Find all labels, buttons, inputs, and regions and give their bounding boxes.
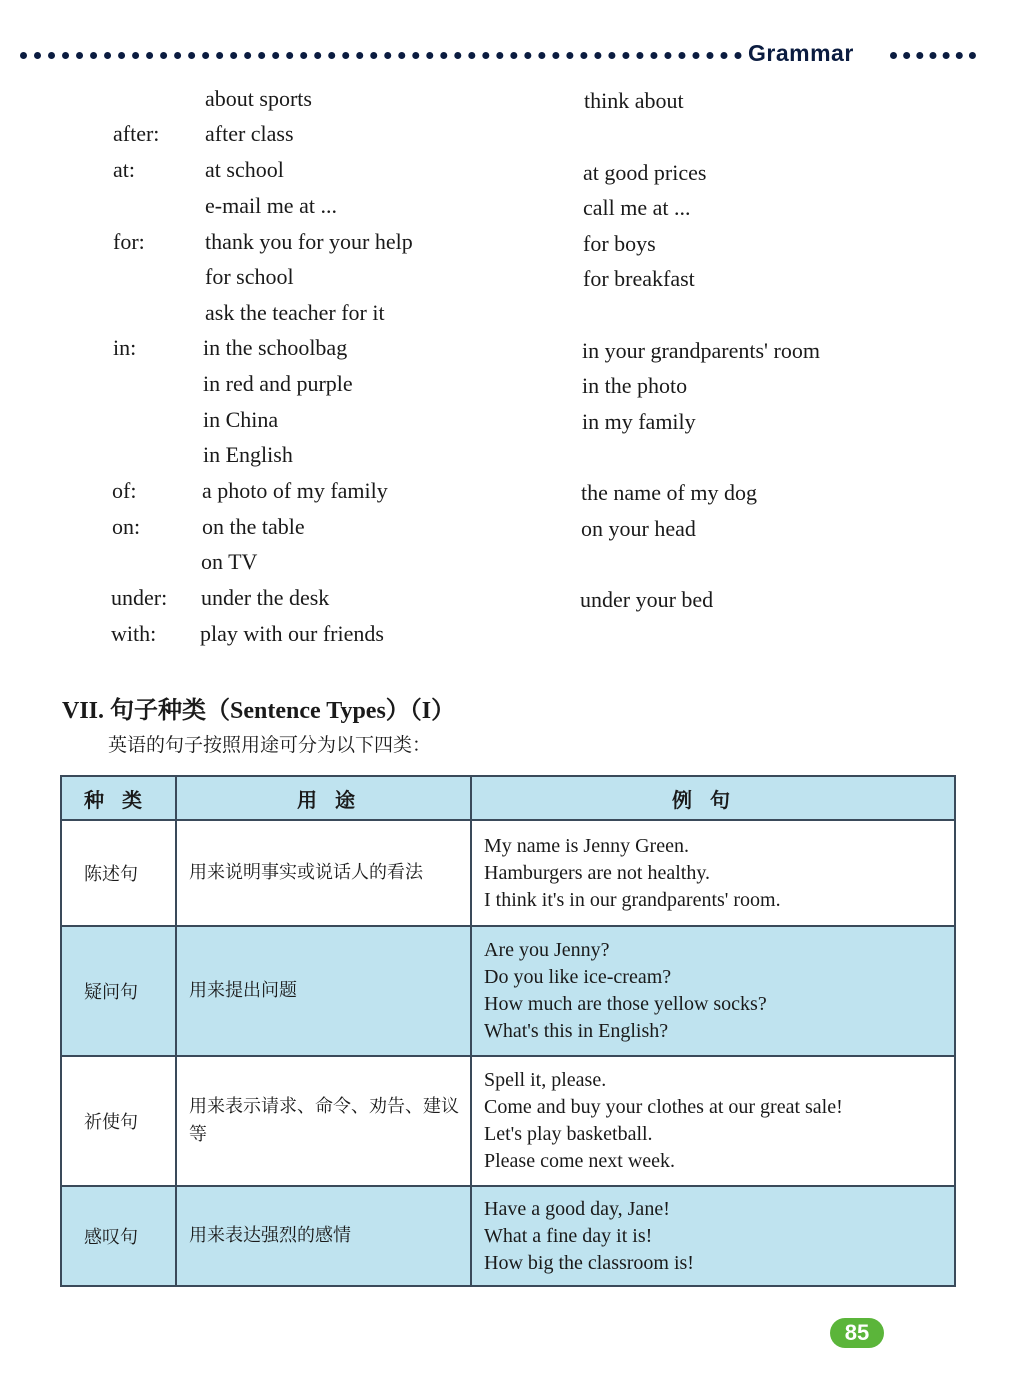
example-sentence: Let's play basketball.: [484, 1123, 653, 1145]
example-sentence: Come and buy your clothes at our great sale!: [484, 1096, 843, 1118]
phrase: in the photo: [582, 373, 688, 398]
sentence-usage: 用来说明事实或说话人的看法: [176, 820, 471, 926]
phrase: e-mail me at ...: [205, 193, 337, 218]
phrase: thank you for your help: [205, 229, 413, 254]
phrase: in the schoolbag: [203, 335, 348, 360]
phrase: for school: [205, 264, 294, 289]
phrase: at school: [205, 157, 284, 182]
table-row: [61, 926, 955, 1056]
sentence-kind: 祈使句: [61, 1056, 176, 1186]
sentence-types-table: [60, 775, 956, 1287]
page-number-badge: 85: [830, 1318, 884, 1348]
section-intro: 英语的句子按照用途可分为以下四类：: [108, 735, 432, 756]
phrase: in your grandparents' room: [582, 338, 820, 363]
phrase: for boys: [583, 231, 656, 256]
phrase: think about: [584, 88, 684, 113]
column-header: 例句: [471, 776, 955, 820]
phrase: the name of my dog: [581, 480, 757, 505]
example-sentence: Have a good day, Jane!: [484, 1197, 670, 1220]
example-sentence: I think it's in our grandparents' room.: [484, 888, 781, 911]
phrase: ask the teacher for it: [205, 300, 385, 325]
example-sentence: How much are those yellow socks?: [484, 993, 767, 1015]
preposition-label: with:: [111, 621, 157, 646]
example-sentences: [471, 926, 955, 1056]
example-sentences: [471, 1186, 955, 1286]
preposition-label: under:: [111, 585, 168, 610]
example-sentence: What a fine day it is!: [484, 1224, 653, 1247]
sentence-usage: 用来表示请求、命令、劝告、建议等: [176, 1056, 471, 1186]
preposition-label: after:: [113, 121, 160, 146]
example-sentence: What's this in English?: [484, 1020, 669, 1042]
example-sentence: Do you like ice-cream?: [484, 966, 672, 988]
example-sentences: [471, 1056, 955, 1186]
phrase: under your bed: [580, 587, 714, 612]
preposition-label: at:: [113, 157, 135, 182]
example-sentences: [471, 820, 955, 926]
sentence-usage: 用来表达强烈的感情: [176, 1186, 471, 1286]
phrase: after class: [205, 121, 294, 146]
phrase: under the desk: [201, 585, 330, 610]
preposition-label: for:: [113, 229, 145, 254]
example-sentence: How big the classroom is!: [484, 1251, 694, 1274]
phrase: on TV: [201, 549, 258, 574]
phrase: play with our friends: [200, 621, 384, 646]
preposition-label: in:: [113, 335, 137, 360]
sentence-kind: 陈述句: [61, 820, 176, 926]
section-title: VII. 句子种类（Sentence Types）（I）: [62, 698, 456, 724]
table-row: [61, 1056, 955, 1186]
phrase: on your head: [581, 516, 696, 541]
sentence-kind: 疑问句: [61, 926, 176, 1056]
phrase: at good prices: [583, 160, 707, 185]
example-sentence: Spell it, please.: [484, 1069, 607, 1091]
example-sentence: Are you Jenny?: [484, 939, 610, 961]
table-row: [61, 820, 955, 926]
sentence-kind: 感叹句: [61, 1186, 176, 1286]
example-sentence: Please come next week.: [484, 1150, 676, 1172]
example-sentence: My name is Jenny Green.: [484, 834, 689, 857]
phrase: on the table: [202, 514, 305, 539]
example-sentence: Hamburgers are not healthy.: [484, 861, 711, 884]
preposition-list: [0, 0, 1024, 680]
phrase: call me at ...: [583, 195, 691, 220]
phrase: in China: [203, 407, 279, 432]
sentence-usage: 用来提出问题: [176, 926, 471, 1056]
table-header-row: [61, 776, 955, 820]
phrase: in red and purple: [203, 371, 353, 396]
table-row: [61, 1186, 955, 1286]
preposition-label: of:: [112, 478, 137, 503]
section-label: Grammar: [748, 40, 854, 66]
column-header: 种类: [61, 776, 176, 820]
phrase: for breakfast: [583, 266, 695, 291]
phrase: a photo of my family: [202, 478, 388, 503]
column-header: 用途: [176, 776, 471, 820]
preposition-label: on:: [112, 514, 141, 539]
phrase: in English: [203, 442, 293, 467]
phrase: about sports: [205, 86, 312, 111]
phrase: in my family: [582, 409, 696, 434]
